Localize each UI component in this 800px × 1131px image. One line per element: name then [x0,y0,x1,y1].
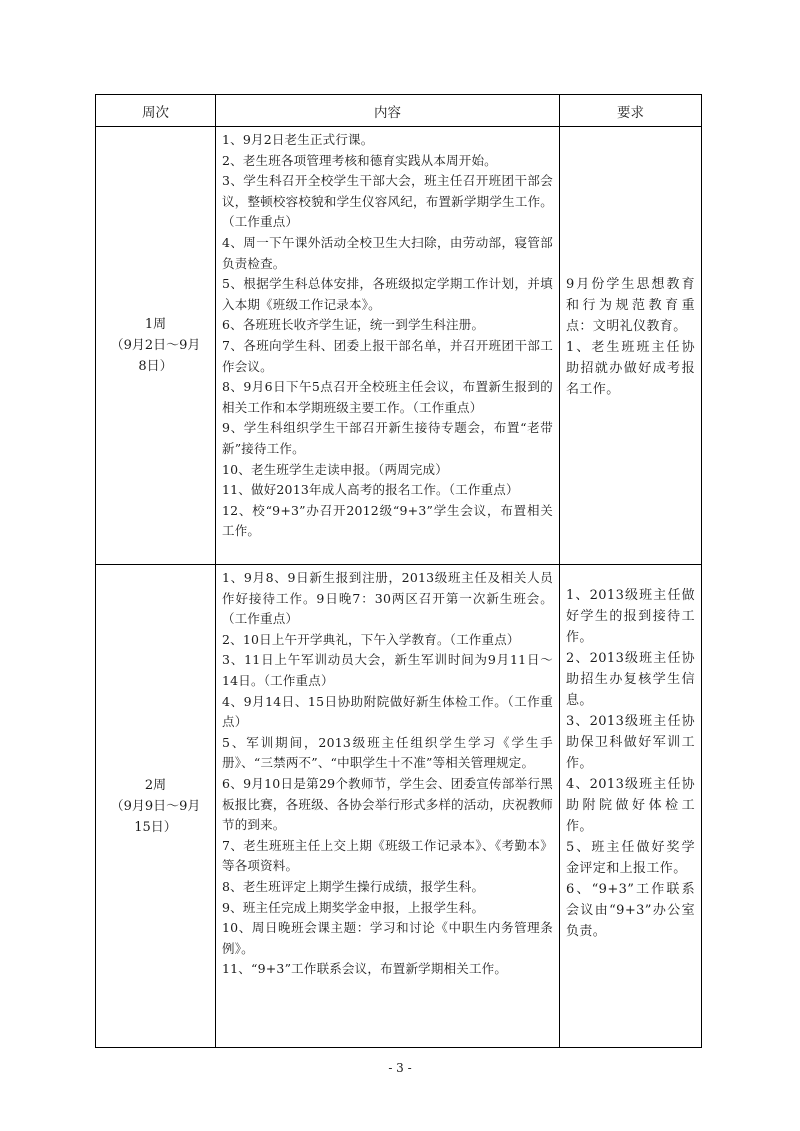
week-cell [96,565,216,1048]
requirement-item: 1、2013级班主任做好学生的报到接待工作。 [566,588,695,645]
requirement-item: 9月份学生思想教育和行为规范教育重点：文明礼仪教育。 [566,276,695,334]
requirement-item: 4、2013级班主任协助附院做好体检工作。 [566,777,695,834]
week-range-end: 8日） [138,359,173,374]
content-item: 4、9月14日、15日协助附院做好新生体检工作。（工作重点） [222,693,553,730]
requirement-item: 6、“9+3”工作联系会议由“9+3”办公室负责。 [566,882,695,939]
content-item: 5、军训期间，2013级班主任组织学生学习《学生手册》、“三禁两不”、“中职学生十不准”等相关管理规定。 [222,734,553,771]
requirement-item: 3、2013级班主任协助保卫科做好军训工作。 [566,714,695,771]
content-item: 1、9月8、9日新生报到注册，2013级班主任及相关人员作好接待工作。9日晚7：30两区召开第一次新生班会。（工作重点） [222,570,553,627]
content-cell [216,127,560,565]
content-item: 11、做好2013年成人高考的报名工作。（工作重点） [222,482,519,498]
content-item: 1、9月2日老生正式行课。 [222,132,374,147]
header-requirements: 要求 [560,95,702,127]
content-item: 8、9月6日下午5点召开全校班主任会议，布置新生报到的相关工作和本学期班级主要工作。（工作重点） [222,379,553,415]
requirements-cell [560,565,702,1048]
content-item: 10、老生班学生走读申报。（两周完成） [222,461,448,477]
week-range-end: 15日） [134,819,177,835]
content-item: 10、周日晚班会课主题：学习和讨论《中职生内务管理条例》。 [222,920,553,956]
week-label: 1周 [144,317,167,332]
schedule-table [95,94,702,1048]
table-row [96,565,702,1048]
requirement-item: 2、2013级班主任协助招生办复核学生信息。 [566,651,695,708]
content-cell [216,565,560,1048]
content-item: 3、11日上午军训动员大会，新生军训时间为9月11日～14日。（工作重点） [222,652,553,688]
content-item: 6、各班班长收齐学生证，统一到学生科注册。 [222,317,485,333]
content-item: 6、9月10日是第29个教师节，学生会、团委宣传部举行黑板报比赛，各班级、各协会举行形式多样的活动，庆祝教师节的到来。 [222,775,553,833]
content-item: 5、根据学生科总体安排，各班级拟定学期工作计划，并填入本期《班级工作记录本》。 [222,276,553,312]
week-range: （9月2日～9月 [110,338,201,353]
header-week: 周次 [96,95,216,127]
requirement-item: 5、班主任做好奖学金评定和上报工作。 [566,840,695,876]
header-row [96,95,702,127]
content-item: 4、周一下午课外活动全校卫生大扫除，由劳动部，寝管部负责检查。 [222,234,553,271]
table-row [96,127,702,565]
requirements-cell [560,127,702,565]
page-number: - 3 - [388,1061,412,1075]
content-item: 7、老生班班主任上交上期《班级工作记录本》、《考勤本》等各项资料。 [222,837,553,874]
requirement-item: 1、老生班班主任协助招就办做好成考报名工作。 [566,339,695,397]
content-item: 9、学生科组织学生干部召开新生接待专题会，布置“老带新”接待工作。 [222,420,553,456]
content-item: 11、“9+3”工作联系会议，布置新学期相关工作。 [222,961,508,977]
content-item: 9、班主任完成上期奖学金申报，上报学生科。 [222,899,485,915]
header-content: 内容 [216,95,560,127]
content-item: 3、学生科召开全校学生干部大会，班主任召开班团干部会议，整顿校容校貌和学生仪容风纪，布置新学期学生工作。（工作重点） [222,173,553,230]
content-item: 12、校“9+3”办召开2012级“9+3”学生会议，布置相关工作。 [222,502,553,539]
week-range: （9月9日～9月 [110,798,201,814]
content-item: 2、老生班各项管理考核和德育实践从本周开始。 [222,152,497,168]
week-cell [96,127,216,565]
content-item: 7、各班向学生科、团委上报干部名单，并召开班团干部工作会议。 [222,337,553,374]
week-label: 2周 [144,777,167,793]
content-item: 8、老生班评定上期学生操行成绩，报学生科。 [222,878,485,894]
content-item: 2、10日上午开学典礼，下午入学教育。（工作重点） [222,631,520,647]
